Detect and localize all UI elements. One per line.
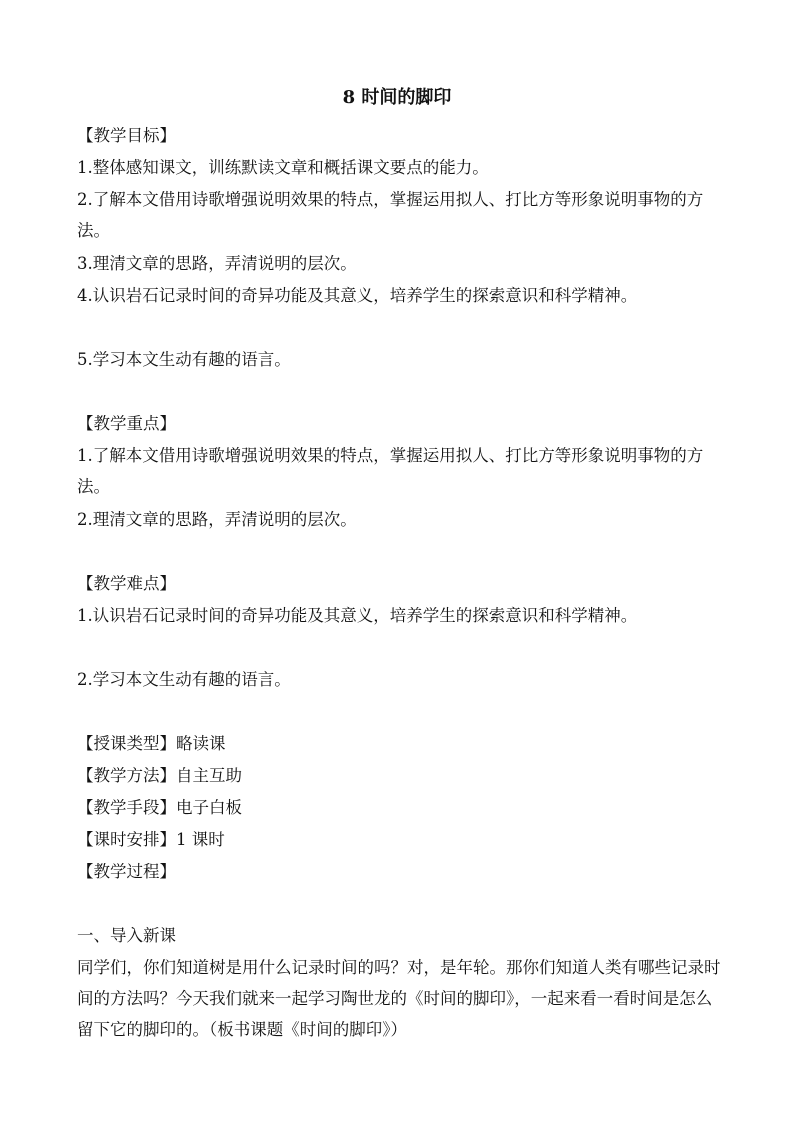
difficulties-heading: 【教学难点】	[77, 574, 176, 593]
page-title: 8 时间的脚印	[342, 87, 452, 108]
section-heading-intro: 一、导入新课	[77, 926, 176, 945]
intro-paragraph: 同学们，你们知道树是用什么记录时间的吗？对，是年轮。那你们知道人类有哪些记录时间的方法吗？今天我们就来一起学习陶世龙的《时间的脚印》，一起来看一看时间是怎么留下它的脚印的。（板书课题《时间的脚印》）	[77, 958, 721, 1039]
course-type: 【授课类型】略读课	[77, 734, 226, 753]
class-schedule: 【课时安排】1 课时	[77, 830, 225, 849]
difficulty-item-1: 1.认识岩石记录时间的奇异功能及其意义，培养学生的探索意识和科学精神。	[77, 606, 638, 625]
goals-heading: 【教学目标】	[77, 126, 176, 145]
difficulty-item-2: 2.学习本文生动有趣的语言。	[77, 670, 291, 689]
goal-item-2: 2.了解本文借用诗歌增强说明效果的特点，掌握运用拟人、打比方等形象说明事物的方法。	[77, 190, 704, 240]
goal-item-5: 5.学习本文生动有趣的语言。	[77, 350, 291, 369]
teaching-means: 【教学手段】电子白板	[77, 798, 242, 817]
goal-item-3: 3.理清文章的思路，弄清说明的层次。	[77, 254, 357, 273]
key-points-heading: 【教学重点】	[77, 414, 176, 433]
teaching-method: 【教学方法】自主互助	[77, 766, 242, 785]
key-point-item-2: 2.理清文章的思路，弄清说明的层次。	[77, 510, 357, 529]
teaching-process-heading: 【教学过程】	[77, 862, 176, 881]
goal-item-4: 4.认识岩石记录时间的奇异功能及其意义，培养学生的探索意识和科学精神。	[77, 286, 638, 305]
key-point-item-1: 1.了解本文借用诗歌增强说明效果的特点，掌握运用拟人、打比方等形象说明事物的方法。	[77, 446, 704, 496]
goal-item-1: 1.整体感知课文，训练默读文章和概括课文要点的能力。	[77, 158, 489, 177]
